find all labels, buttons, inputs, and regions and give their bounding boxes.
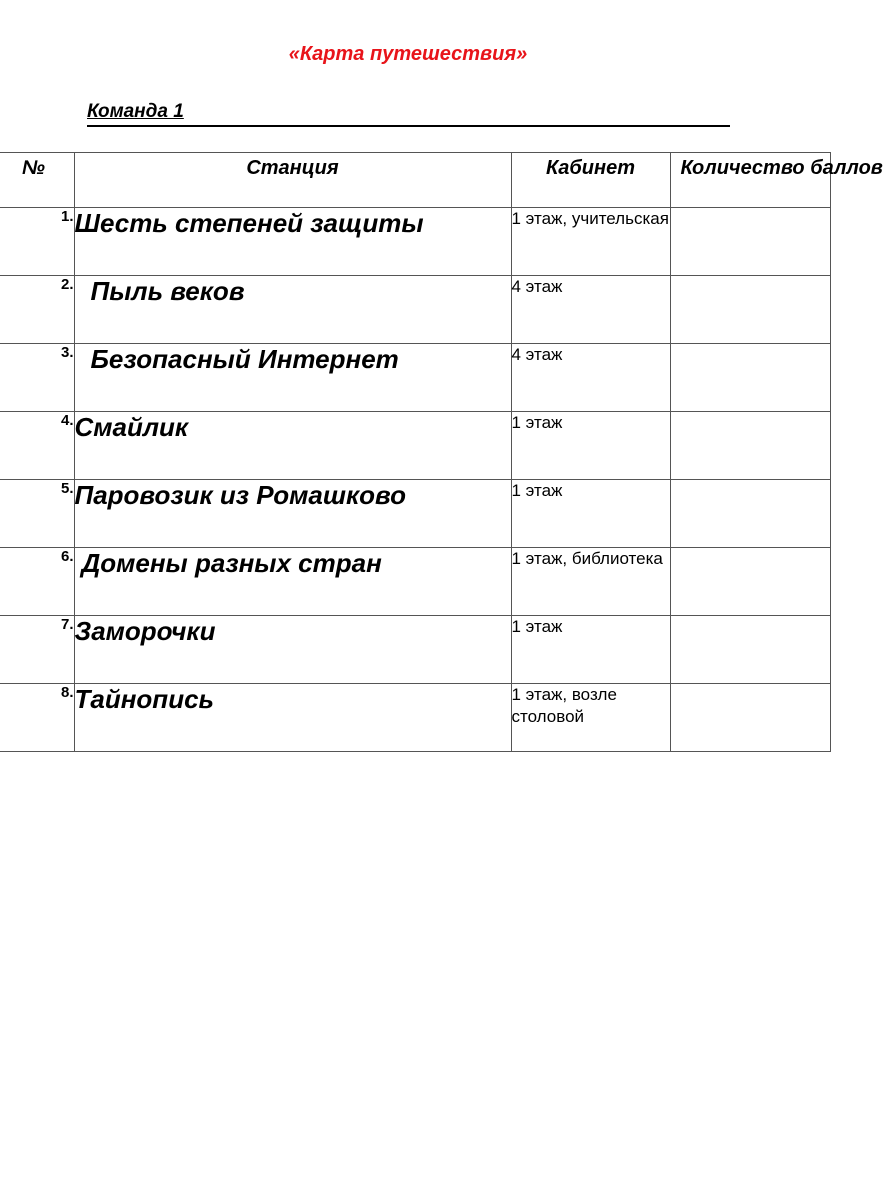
team-label-line bbox=[87, 101, 730, 127]
table-row bbox=[0, 480, 830, 548]
room-location: 1 этаж bbox=[511, 616, 670, 684]
room-location: 1 этаж bbox=[511, 480, 670, 548]
row-number: 8. bbox=[0, 684, 74, 752]
header-score: Количество баллов bbox=[670, 153, 830, 208]
score-cell[interactable] bbox=[670, 208, 830, 276]
table-row bbox=[0, 684, 830, 752]
header-station: Станция bbox=[74, 153, 511, 208]
row-number: 1. bbox=[0, 208, 74, 276]
table-row bbox=[0, 208, 830, 276]
station-name: Тайнопись bbox=[74, 684, 511, 752]
score-cell[interactable] bbox=[670, 548, 830, 616]
row-number: 6. bbox=[0, 548, 74, 616]
score-cell[interactable] bbox=[670, 684, 830, 752]
table-header-row bbox=[0, 153, 830, 208]
table-row bbox=[0, 412, 830, 480]
score-cell[interactable] bbox=[670, 616, 830, 684]
room-location: 1 этаж bbox=[511, 412, 670, 480]
room-location: 4 этаж bbox=[511, 344, 670, 412]
row-number: 7. bbox=[0, 616, 74, 684]
row-number: 3. bbox=[0, 344, 74, 412]
station-name: Пыль веков bbox=[74, 276, 511, 344]
room-location: 1 этаж, библиотека bbox=[511, 548, 670, 616]
score-cell[interactable] bbox=[670, 276, 830, 344]
header-num: № bbox=[0, 153, 74, 208]
row-number: 2. bbox=[0, 276, 74, 344]
table-row bbox=[0, 344, 830, 412]
table-row bbox=[0, 548, 830, 616]
team-label: Команда 1 bbox=[87, 101, 184, 122]
route-table bbox=[0, 152, 883, 752]
row-number: 5. bbox=[0, 480, 74, 548]
room-location: 4 этаж bbox=[511, 276, 670, 344]
station-name: Шесть степеней защиты bbox=[74, 208, 511, 276]
room-location: 1 этаж, учительская bbox=[511, 208, 670, 276]
row-number: 4. bbox=[0, 412, 74, 480]
station-name: Домены разных стран bbox=[74, 548, 511, 616]
room-location: 1 этаж, возле столовой bbox=[511, 684, 670, 752]
table-row bbox=[0, 276, 830, 344]
station-name: Смайлик bbox=[74, 412, 511, 480]
score-cell[interactable] bbox=[670, 344, 830, 412]
station-name: Безопасный Интернет bbox=[74, 344, 511, 412]
table-row bbox=[0, 616, 830, 684]
score-cell[interactable] bbox=[670, 480, 830, 548]
document-title: «Карта путешествия» bbox=[288, 43, 528, 65]
station-name: Паровозик из Ромашково bbox=[74, 480, 511, 548]
score-cell[interactable] bbox=[670, 412, 830, 480]
header-room: Кабинет bbox=[511, 153, 670, 208]
station-name: Заморочки bbox=[74, 616, 511, 684]
